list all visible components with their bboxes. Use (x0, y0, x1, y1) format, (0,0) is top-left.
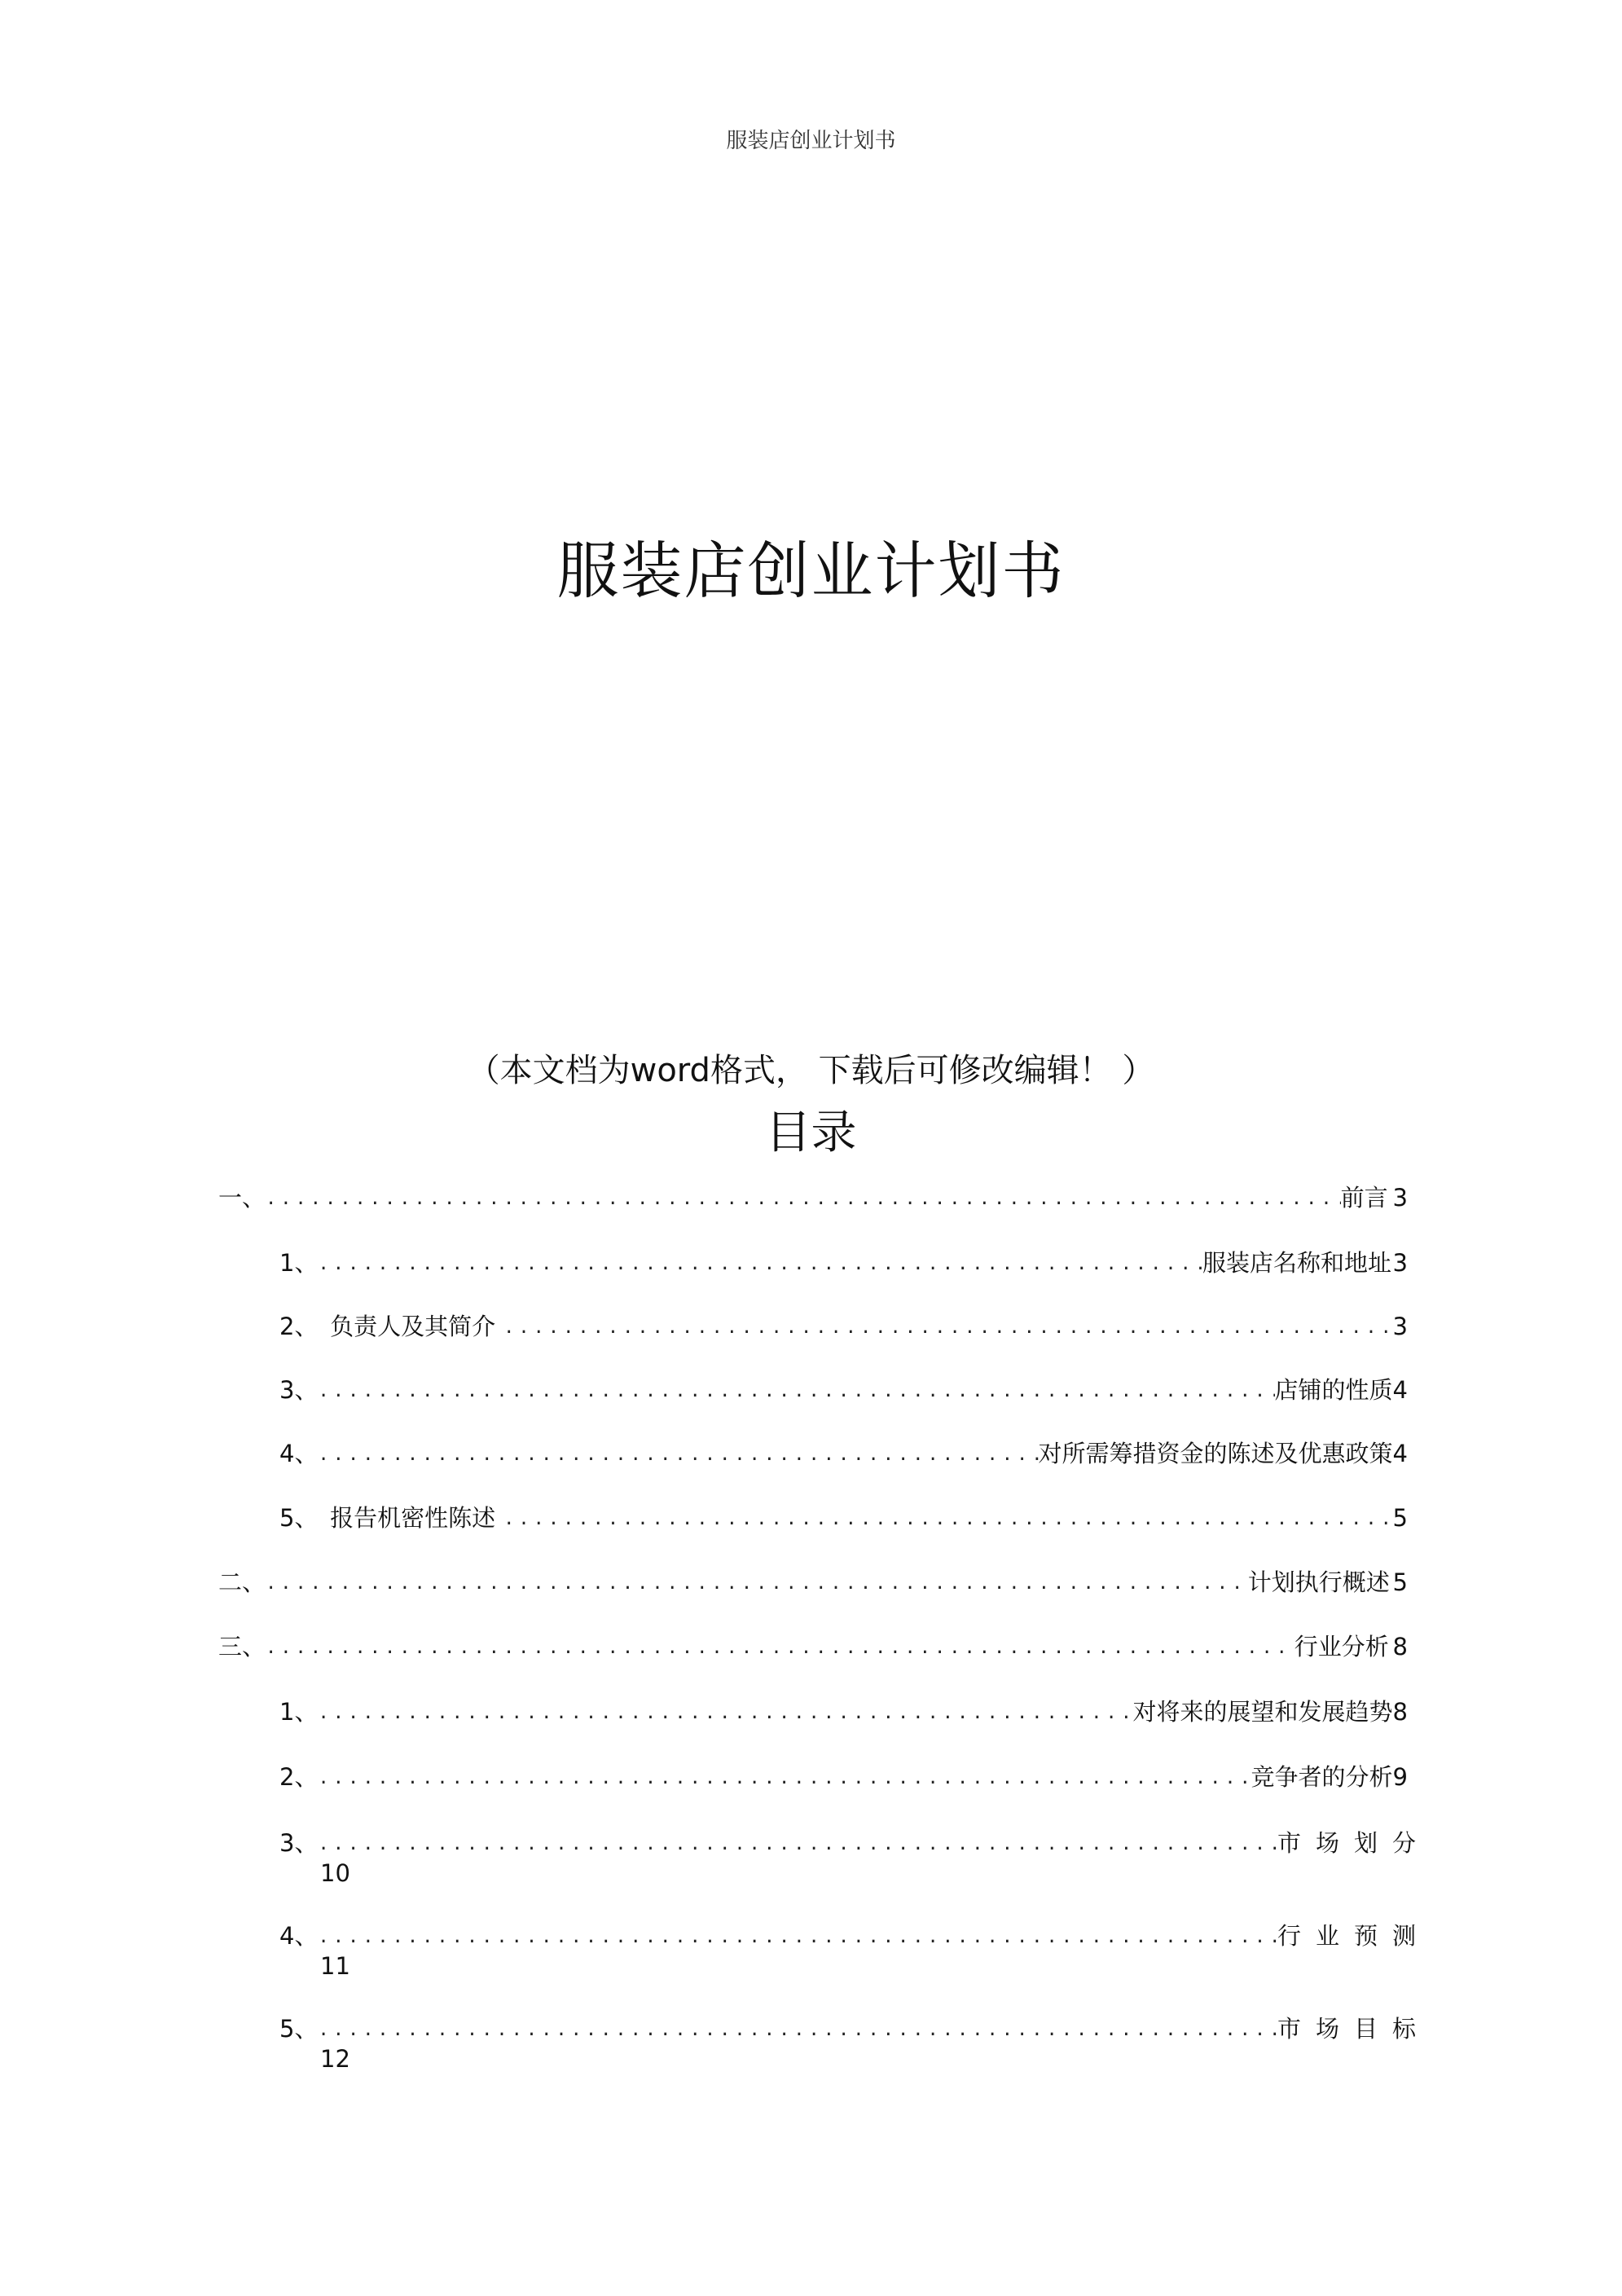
toc-leader (318, 1923, 1277, 1952)
document-subtitle: （本文档为word格式， 下载后可修改编辑！ ） (467, 1052, 1155, 1089)
toc-entry-text: 服装店名称和地址 (1202, 1249, 1391, 1277)
toc-entry-page: 9 (1392, 1763, 1408, 1791)
toc-entry-text: 报告机密性陈述 (330, 1504, 496, 1532)
toc-leader (318, 1764, 1251, 1793)
toc-entry-page: 12 (320, 2045, 350, 2073)
toc-leader (318, 1440, 1038, 1470)
toc-entry[interactable] (279, 1310, 1408, 1343)
toc-entry-page: 8 (1392, 1698, 1408, 1726)
toc-entry[interactable] (279, 1696, 1408, 1728)
toc-leader (503, 1505, 1391, 1534)
toc-entry[interactable] (279, 1374, 1408, 1406)
toc-entry-number: 5、 (279, 2015, 319, 2043)
toc-entry-number: 4、 (279, 1922, 319, 1950)
toc-entry[interactable] (279, 1502, 1408, 1534)
toc-entry-number: 三、 (218, 1633, 266, 1660)
toc-entry-text: 行业预测 (1277, 1922, 1431, 1950)
toc-entry-text: 市场目标 (1277, 2015, 1431, 2043)
toc-leader (318, 1699, 1132, 1728)
toc-entry[interactable] (218, 1630, 1408, 1663)
toc-entry-page: 10 (320, 1859, 350, 1887)
toc-entry-page: 11 (320, 1952, 350, 1980)
toc-entry-page: 3 (1392, 1249, 1408, 1277)
toc-entry-text: 对将来的展望和发展趋势 (1132, 1698, 1393, 1726)
toc-entry-number: 3、 (279, 1829, 319, 1857)
toc-entry-text: 负责人及其简介 (330, 1313, 496, 1340)
toc-entry-number: 1、 (279, 1698, 319, 1726)
toc-leader (503, 1313, 1391, 1343)
toc-leader (266, 1569, 1248, 1599)
toc-entry-text: 对所需筹措资金的陈述及优惠政策 (1038, 1440, 1393, 1467)
toc-leader (266, 1185, 1341, 1214)
running-header: 服装店创业计划书 (726, 129, 896, 153)
toc-entry-page: 5 (1392, 1504, 1408, 1532)
toc-leader (318, 1830, 1277, 1859)
toc-entry-text: 前言 (1340, 1184, 1388, 1212)
toc-entry[interactable] (279, 1437, 1408, 1470)
toc-entry-text: 行业分析 (1294, 1633, 1389, 1660)
toc-entry[interactable] (218, 1181, 1408, 1214)
toc-entry-number: 1、 (279, 1249, 319, 1277)
toc-entry[interactable] (218, 1566, 1408, 1599)
toc-entry-text: 市场划分 (1277, 1829, 1431, 1857)
toc-entry[interactable] (279, 1827, 1431, 1859)
toc-entry[interactable] (279, 2012, 1431, 2045)
toc-entry-page: 3 (1392, 1313, 1408, 1340)
document-title: 服装店创业计划书 (556, 534, 1066, 607)
toc-entry-number: 4、 (279, 1440, 319, 1467)
toc-entry-page: 4 (1392, 1376, 1408, 1404)
toc-entry-text: 店铺的性质 (1274, 1376, 1393, 1404)
toc-entry-number: 2、 (279, 1763, 319, 1791)
toc-entry[interactable] (279, 1761, 1408, 1793)
toc-entry-text: 竞争者的分析 (1251, 1763, 1393, 1791)
toc-leader (266, 1634, 1295, 1663)
toc-entry-page: 8 (1392, 1633, 1408, 1660)
toc-entry-number: 2、 (279, 1313, 319, 1340)
toc-heading: 目录 (765, 1106, 857, 1159)
toc-entry-number: 一、 (218, 1184, 266, 1212)
toc-entry-page: 4 (1392, 1440, 1408, 1467)
toc-entry-number: 3、 (279, 1376, 319, 1404)
toc-leader (318, 1377, 1274, 1406)
toc-leader (318, 2016, 1277, 2045)
toc-entry[interactable] (279, 1920, 1431, 1952)
toc-entry-text: 计划执行概述 (1247, 1568, 1390, 1596)
toc-entry-number: 二、 (218, 1568, 266, 1596)
toc-leader (318, 1250, 1202, 1279)
toc-entry-page: 5 (1392, 1568, 1408, 1596)
toc-entry[interactable] (279, 1247, 1408, 1279)
toc-entry-number: 5、 (279, 1504, 319, 1532)
toc-entry-page: 3 (1392, 1184, 1408, 1212)
